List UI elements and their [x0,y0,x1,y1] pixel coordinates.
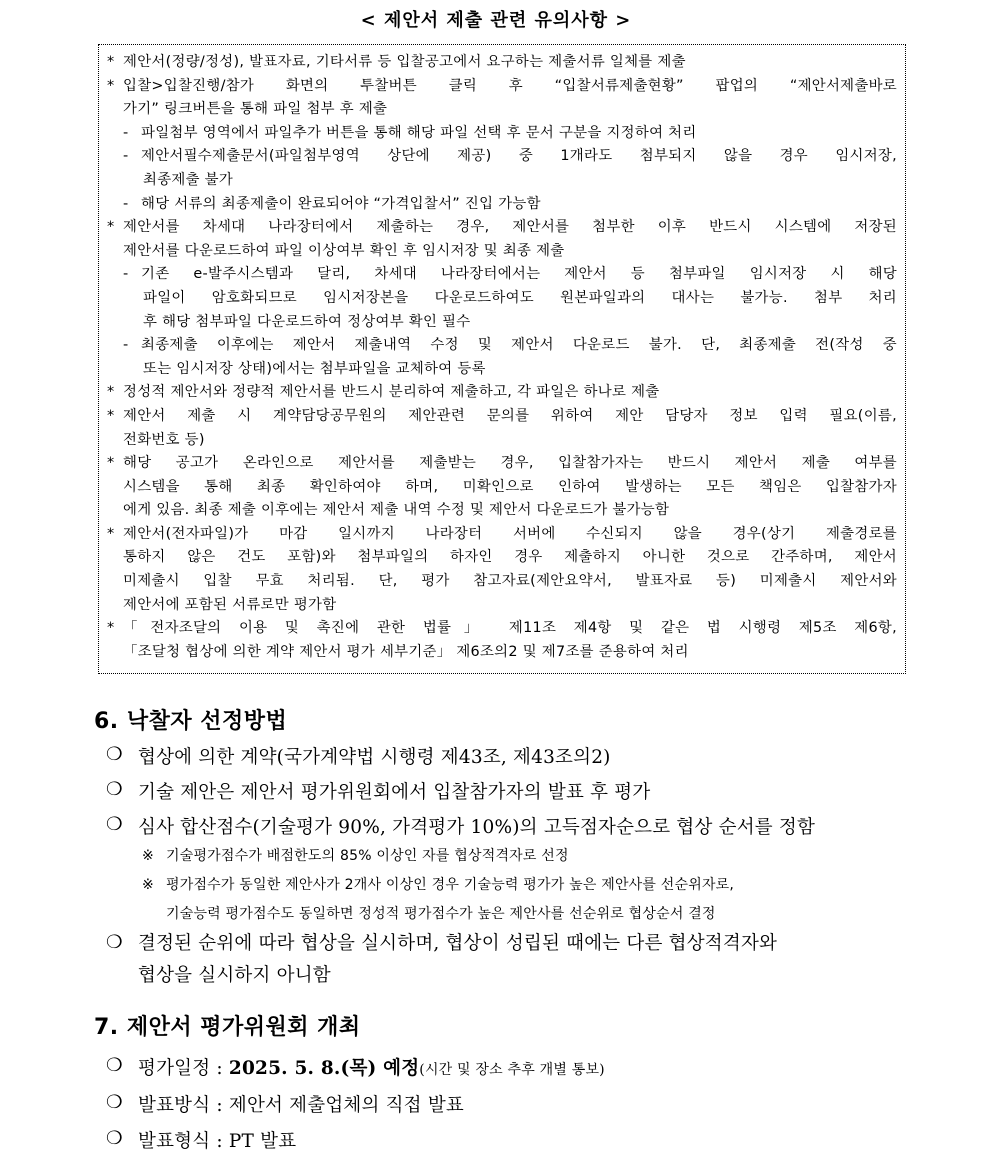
notice-line-text: 파일첨부 영역에서 파일추가 버튼을 통해 해당 파일 선택 후 문서 구분을 지정하여 처리 [141,124,697,141]
bullet-circle-icon: ❍ [106,1092,123,1113]
notice-line [107,499,897,523]
bullet-circle-icon: ❍ [106,1055,123,1076]
dash-bullet-icon: - [123,124,129,141]
presentation-method: 발표방식 : 제안서 제출업체의 직접 발표 [138,1095,464,1116]
notice-line [107,263,897,287]
notice-line [107,75,897,99]
notice-line-text: 에게 있음. 최종 제출 이후에는 제안서 제출 내역 수정 및 제안서 다운로드가 불가능함 [123,502,670,519]
notice-line-text: 제안서에 포함된 서류로만 평가함 [123,596,337,613]
notice-line-text: 해당 서류의 최종제출이 완료되어야 “가격입찰서” 진입 가능함 [141,195,541,212]
notice-line-text: 제안서(전자파일)가 마감 일시까지 나라장터 서버에 수신되지 않을 경우(상기 제출경로를 [123,525,897,542]
notice-line-text: 「전자조달의 이용 및 촉진에 관한 법률」 제11조 제4항 및 같은 법 시행령 제5조 제6항, [123,620,897,637]
notice-line [107,617,897,641]
notice-line-text: 제안서를 다운로드하여 파일 이상여부 확인 후 임시저장 및 최종 제출 [123,242,565,259]
bullet-circle-icon: ❍ [106,744,123,765]
notice-line [107,193,897,217]
notice-line-text: 제안서 제출 시 계약담당공무원의 제안관련 문의를 위하여 제안 담당자 정보 입력 필요(이름, [123,407,897,424]
dash-bullet-icon: - [123,148,129,165]
notice-line [107,429,897,453]
bullet-circle-icon: ❍ [106,814,123,835]
notice-line-text: 제안서를 차세대 나라장터에서 제출하는 경우, 제안서를 첨부한 이후 반드시 시스템에 저장된 [123,219,897,236]
notice-line-text: 가기” 링크버튼을 통해 파일 첨부 후 제출 [123,101,388,118]
notice-line [107,216,897,240]
notice-line-text: 미제출시 입찰 무효 처리됨. 단, 평가 참고자료(제안요약서, 발표자료 등) 미제출시 제안서와 [123,573,897,590]
notice-line [107,476,897,500]
notice-line-text: 기존 e-발주시스템과 달리, 차세대 나라장터에서는 제안서 등 첨부파일 임시저장 시 해당 [141,266,897,283]
notice-line [107,381,897,405]
note-2: ※ 평가점수가 동일한 제안사가 2개사 이상인 경우 기술능력 평가가 높은 제안사를 선순위자로, 기술능력 평가점수도 동일하면 정성적 평가점수가 높은 제안사를 선순위로 협상순서 결정 [142,871,898,929]
notice-line-text: 또는 임시저장 상태)에서는 첨부파일을 교체하여 등록 [143,360,486,377]
notice-line-text: 파일이 암호화되므로 임시저장본을 다운로드하여도 원본파일과의 대사는 불가능. 첨부 처리 [143,289,897,306]
notice-line-text: 입찰>입찰진행/참가 화면의 투찰버튼 클릭 후 “입찰서류제출현황” 팝업의 “제안서제출바로 [123,77,897,94]
evaluation-date-note: (시간 및 장소 추후 개별 통보) [419,1062,605,1078]
asterisk-bullet-icon: * [107,219,115,236]
notice-line [107,546,897,570]
selection-item-1: 협상에 의한 계약(국가계약법 시행령 제43조, 제43조의2) [138,747,611,768]
dash-bullet-icon: - [123,266,129,283]
selection-item-2: 기술 제안은 제안서 평가위원회에서 입찰참가자의 발표 후 평가 [138,782,651,803]
notice-line [107,452,897,476]
notice-line-text: 해당 공고가 온라인으로 제안서를 제출받는 경우, 입찰참가자는 반드시 제안서 제출 여부를 [123,455,897,472]
bullet-circle-icon: ❍ [106,779,123,800]
notice-line [107,358,897,382]
notice-line [107,405,897,429]
notice-line [107,240,897,264]
asterisk-bullet-icon: * [107,54,115,70]
dash-bullet-icon: - [123,195,129,212]
notice-line-text: 제안서필수제출문서(파일첨부영역 상단에 제공) 중 1개라도 첨부되지 않을 경우 임시저장, [141,148,897,165]
notice-line-text: 통하지 않은 건도 포함)와 첨부파일의 하자인 경우 제출하지 아니한 것으로 간주하며, 제안서 [123,549,897,566]
evaluation-schedule: 평가일정 : 2025. 5. 8.(목) 예정(시간 및 장소 추후 개별 통보) [138,1058,605,1079]
notice-line-text: 정성적 제안서와 정량적 제안서를 반드시 분리하여 제출하고, 각 파일은 하나로 제출 [123,384,660,401]
notice-line [107,570,897,594]
selection-item-4: 결정된 순위에 따라 협상을 실시하며, 협상이 성립된 때에는 다른 협상적격자와 협상을 실시하지 아니함 [138,933,778,986]
asterisk-bullet-icon: * [107,77,115,94]
notice-line-text: 전화번호 등) [123,431,205,448]
section-7-heading: 7. 제안서 평가위원회 개최 [94,1015,361,1040]
notice-box [98,44,906,674]
notice-title: < 제안서 제출 관련 유의사항 > [360,10,632,31]
notice-line [107,594,897,618]
notice-line [107,287,897,311]
notice-line [107,311,897,335]
asterisk-bullet-icon: * [107,384,115,401]
notice-line-text: 후 해당 첨부파일 다운로드하여 정상여부 확인 필수 [143,313,471,330]
asterisk-bullet-icon: * [107,525,115,542]
asterisk-bullet-icon: * [107,455,115,472]
notice-line-text: 「조달청 협상에 의한 계약 제안서 평가 세부기준」 제6조의2 및 제7조를 준용하여 처리 [123,643,689,660]
note-mark-icon: ※ [142,877,154,893]
asterisk-bullet-icon: * [107,407,115,424]
notice-line [107,523,897,547]
notice-line [107,334,897,358]
dash-bullet-icon: - [123,337,129,354]
notice-line [107,122,897,146]
notice-line [107,98,897,122]
selection-item-3: 심사 합산점수(기술평가 90%, 가격평가 10%)의 고득점자순으로 협상 순서를 정함 [138,817,816,838]
notice-line [107,169,897,193]
notice-line-text: 최종제출 이후에는 제안서 제출내역 수정 및 제안서 다운로드 불가. 단, 최종제출 전(작성 중 [141,337,897,354]
note-mark-icon: ※ [142,848,154,864]
evaluation-date: 2025. 5. 8.(목) 예정 [228,1058,420,1079]
notice-line-text: 시스템을 통해 최종 확인하여야 하며, 미확인으로 인하여 발생하는 모든 책임은 입찰참가자 [123,478,897,495]
bullet-circle-icon: ❍ [106,1128,123,1149]
notice-line [107,641,897,665]
notice-line-text: 최종제출 불가 [143,171,234,188]
bullet-circle-icon: ❍ [106,932,123,953]
section-6-heading: 6. 낙찰자 선정방법 [94,709,288,734]
notice-line-text: 제안서(정량/정성), 발표자료, 기타서류 등 입찰공고에서 요구하는 제출서류 일체를 제출 [123,54,686,70]
notice-line [107,145,897,169]
notice-line [107,51,897,75]
note-1: ※ 기술평가점수가 배점한도의 85% 이상인 자를 협상적격자로 선정 [142,842,898,871]
asterisk-bullet-icon: * [107,620,115,637]
presentation-format: 발표형식 : PT 발표 [138,1131,297,1152]
